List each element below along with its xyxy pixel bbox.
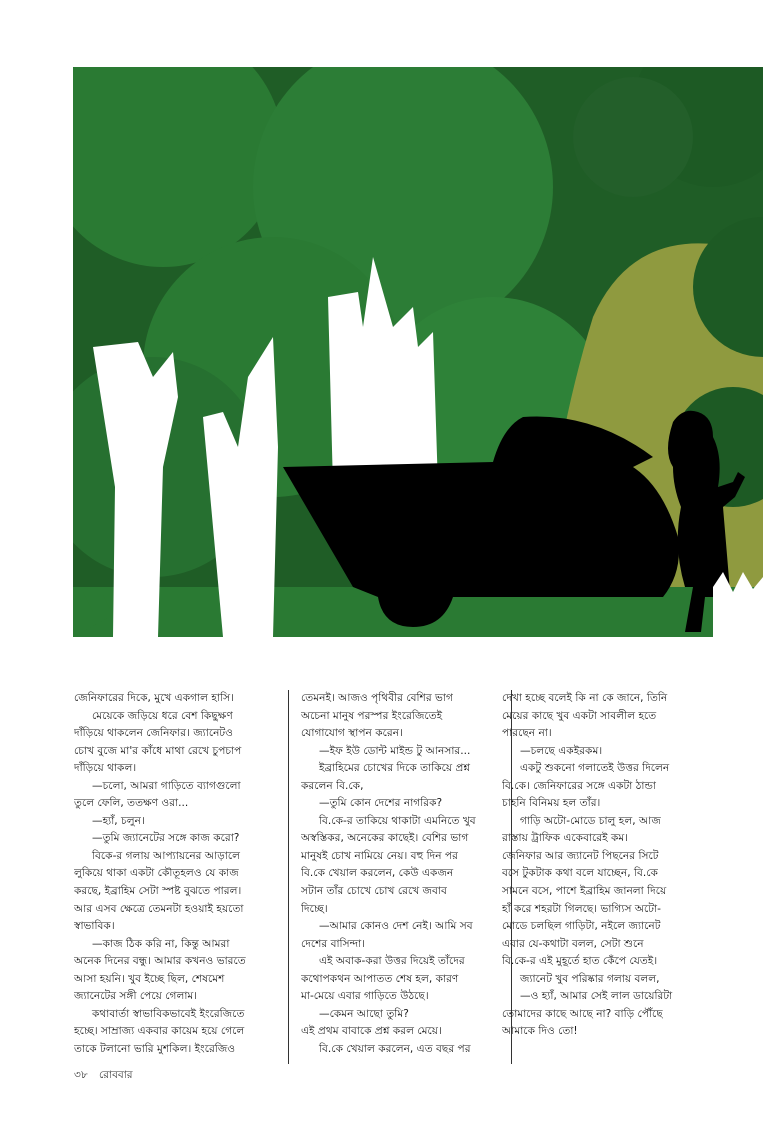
- text-line: —তুমি কোন দেশের নাগরিক?: [319, 797, 443, 810]
- text-line: কথোপকথন আপাতত শেষ হল, কারণ: [301, 972, 459, 985]
- text-line: —ইফ ইউ ডোন্ট মাইন্ড টু আনসার...: [319, 744, 471, 757]
- page-number: ৩৮: [74, 1069, 88, 1081]
- text-line: বি.কে। জেনিফারের সঙ্গে একটা ঠান্ডা: [502, 779, 656, 792]
- text-line: মোডে চলছিল গাড়িটা, নইলে জ্যানেট: [502, 920, 661, 933]
- text-line: আসা হয়নি। খুব ইচ্ছে ছিল, শেষমেশ: [74, 972, 225, 985]
- text-line: —তুমি জ্যানেটের সঙ্গে কাজ করো?: [92, 832, 240, 845]
- text-line: —কাজ ঠিক করি না, কিন্তু আমরা: [92, 937, 230, 950]
- text-line: —আমার কোনও দেশ নেই। আমি সব: [319, 920, 473, 933]
- text-line: মা-মেয়ে এবার গাড়িতে উঠছে।: [301, 990, 429, 1003]
- text-line: জেনিফারের দিকে, মুখে একগাল হাসি।: [74, 692, 234, 704]
- text-line: —ও হ্যাঁ, আমার সেই লাল ডায়েরিটা: [520, 990, 673, 1003]
- text-line: চাহনি বিনিময় হল তাঁর।: [502, 797, 601, 810]
- text-column-3: [502, 690, 716, 1064]
- text-line: বসে টুকটাক কথা বলে যাচ্ছেন, বি.কে: [502, 867, 658, 880]
- text-line: দেশের বাসিন্দা।: [301, 937, 365, 950]
- text-line: একটু শুকনো গলাতেই উত্তর দিলেন: [520, 762, 670, 775]
- text-line: গাড়ি অটো-মোডে চালু হল, আজ: [520, 814, 661, 827]
- text-line: এবার যে-কথাটা বলল, সেটা শুনে: [502, 937, 644, 950]
- foliage-blob: [573, 77, 693, 197]
- text-line: বি.কে খেয়াল করলেন, কেউ একজন: [301, 867, 454, 880]
- text-line: —কেমন আছো তুমি?: [319, 1007, 409, 1020]
- text-line: রাস্তায় ট্রাফিক একেবারেই কম।: [502, 832, 629, 845]
- text-line: কথাবার্তা স্বাভাবিকভাবেই ইংরেজিতে: [92, 1007, 245, 1020]
- text-line: হচ্ছে। সাম্রাজ্য একবার কায়েম হয়ে গেলে: [74, 1025, 245, 1038]
- page-footer: [74, 1068, 141, 1085]
- magazine-name: রোববার: [98, 1069, 133, 1081]
- text-line: আমাকে দিও তো!: [502, 1025, 578, 1038]
- article-text: [74, 690, 734, 1064]
- text-line: অস্বস্তিকর, অনেকের কাছেই। বেশির ভাগ: [301, 832, 469, 845]
- illustration-svg: [73, 67, 763, 637]
- text-line: বি.কে-র তাকিয়ে থাকাটা এমনিতে খুব: [319, 814, 476, 827]
- text-line: —চলো, আমরা গাড়িতে ব্যাগগুলো: [92, 779, 241, 792]
- text-line: ইব্রাহিমের চোখের দিকে তাকিয়ে প্রশ্ন: [319, 762, 471, 775]
- text-line: লুকিয়ে থাকা একটা কৌতূহলও যে কাজ: [74, 867, 239, 880]
- text-line: যোগাযোগ স্থাপন করেন।: [301, 727, 403, 740]
- text-line: দিচ্ছে।: [301, 902, 328, 915]
- text-line: মানুষই চোখ নামিয়ে নেয়। বহু দিন পর: [301, 849, 458, 862]
- text-line: সামনে বসে, পাশে ইব্রাহিম জানলা দিয়ে: [502, 885, 667, 898]
- text-line: চোখ বুজে মা'র কাঁধে মাথা রেখে চুপচাপ: [74, 744, 242, 757]
- text-line: জেনিফার আর জ্যানেট পিছনের সিটে: [502, 849, 659, 862]
- text-line: জ্যানেট খুব পরিষ্কার গলায় বলল,: [520, 972, 660, 985]
- text-line: তাকে টলানো ভারি মুশকিল। ইংরেজিও: [74, 1042, 236, 1055]
- text-line: বি.কে-র এই মুহূর্তে হাত কেঁপে যেতই।: [502, 955, 658, 968]
- text-column-1: [74, 690, 274, 1064]
- text-line: বি.কে খেয়াল করলেন, এত বছর পর: [319, 1042, 471, 1055]
- text-line: —চলছে একইরকম।: [520, 744, 603, 757]
- text-line: দাঁড়িয়ে থাকল।: [74, 762, 137, 775]
- text-line: তেমনই। আজও পৃথিবীর বেশির ভাগ: [301, 692, 453, 704]
- text-line: তোমাদের কাছে আছে না? বাড়ি পৌঁছে: [502, 1007, 663, 1020]
- text-line: এই প্রথম বাবাকে প্রশ্ন করল মেয়ে।: [301, 1025, 442, 1038]
- text-line: সটান তাঁর চোখে চোখ রেখে জবাব: [301, 885, 447, 898]
- text-line: করছে, ইব্রাহিম সেটা স্পষ্ট বুঝতে পারল।: [74, 885, 242, 898]
- text-line: জ্যানেটের সঙ্গী পেয়ে গেলাম।: [74, 990, 198, 1003]
- text-line: করলেন বি.কে,: [301, 779, 364, 792]
- text-line: —হ্যাঁ, চলুন।: [92, 814, 145, 827]
- text-line: অচেনা মানুষ পরস্পর ইংরেজিতেই: [301, 709, 443, 722]
- text-line: মেয়েকে জড়িয়ে ধরে বেশ কিছুক্ষণ: [92, 709, 233, 722]
- text-line: অনেক দিনের বন্ধু। আমার কখনও ভারতে: [74, 955, 246, 968]
- text-line: দেখা হচ্ছে বলেই কি না কে জানে, তিনি: [502, 692, 668, 704]
- text-column-2: [288, 690, 512, 1064]
- text-line: এই অবাক-করা উত্তর দিয়েই তাঁদের: [319, 955, 465, 968]
- text-line: দাঁড়িয়ে থাকলেন জেনিফার। জ্যানেটও: [74, 727, 233, 740]
- story-illustration: [73, 67, 763, 637]
- text-line: তুলে ফেলি, ততক্ষণ ওরা...: [74, 797, 189, 810]
- text-line: পারছেন না।: [502, 727, 552, 740]
- text-line: স্বাভাবিক।: [74, 920, 115, 933]
- text-line: বিকে-র গলায় আপ্যায়নের আড়ালে: [92, 849, 240, 862]
- text-line: হাঁ করে শহরটা গিলছে। ভাগ্যিস অটো-: [502, 902, 661, 915]
- text-line: মেয়ের কাছে খুব একটা সাবলীল হতে: [502, 709, 657, 722]
- text-line: আর এসব ক্ষেত্রে তেমনটা হওয়াই হয়তো: [74, 902, 244, 915]
